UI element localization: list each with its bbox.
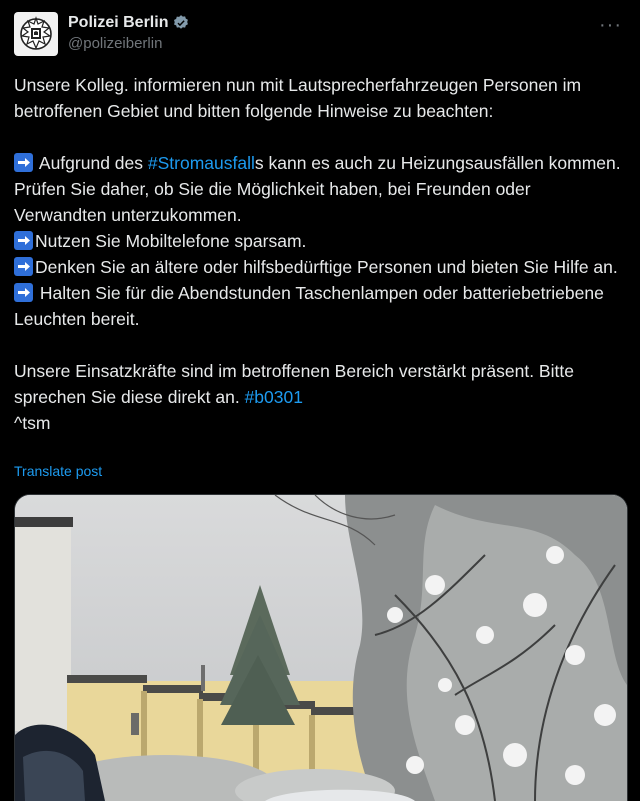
post-closing [14, 358, 626, 410]
right-arrow-icon [14, 283, 33, 302]
item2-text: Nutzen Sie Mobiltelefone sparsam. [35, 231, 307, 251]
post-image[interactable] [14, 494, 628, 801]
post-item-2 [14, 228, 626, 254]
post-item-4 [14, 280, 626, 332]
item1-text-b: s kann es auch zu Heizungsausfällen kommen. Prüfen Sie daher, ob Sie die Möglichkeit haben, bei Freunden oder Verwandten unterzukommen. [14, 153, 621, 225]
post-header [14, 12, 626, 56]
post-item-1 [14, 150, 626, 228]
author-names [68, 14, 190, 52]
post-text [14, 72, 626, 436]
translate-post-link[interactable]: Translate post [14, 463, 103, 479]
avatar[interactable] [14, 12, 58, 56]
post-item-3 [14, 254, 626, 280]
item3-text: Denken Sie an ältere oder hilfsbedürftige Personen und bieten Sie Hilfe an. [35, 257, 618, 277]
post-signature: ^tsm [14, 413, 51, 433]
hashtag-b0301[interactable]: #b0301 [244, 387, 303, 407]
post-intro: Unsere Kolleg. informieren nun mit Lautsprecherfahrzeugen Personen im betroffenen Gebiet und bitten folgende Hinweise zu beachten: [14, 75, 582, 121]
item1-text-a: Aufgrund des [35, 153, 148, 173]
author-name-text[interactable]: Polizei Berlin [68, 14, 169, 31]
right-arrow-icon [14, 153, 33, 172]
closing-text: Unsere Einsatzkräfte sind im betroffenen Bereich verstärkt präsent. Bitte sprechen Sie diese direkt an. [14, 361, 574, 407]
snowy-street-photo [15, 495, 627, 801]
police-badge-icon [17, 15, 55, 53]
author-handle[interactable]: @polizeiberlin [68, 35, 163, 52]
hashtag-stromausfall[interactable]: #Stromausfall [147, 153, 255, 173]
more-icon[interactable]: ··· [599, 14, 622, 36]
author-display-name[interactable] [68, 14, 190, 32]
right-arrow-icon [14, 231, 33, 250]
verified-badge-icon [172, 14, 190, 32]
right-arrow-icon [14, 257, 33, 276]
item4-text: Halten Sie für die Abendstunden Taschenlampen oder batteriebetriebene Leuchten bereit. [14, 283, 604, 329]
